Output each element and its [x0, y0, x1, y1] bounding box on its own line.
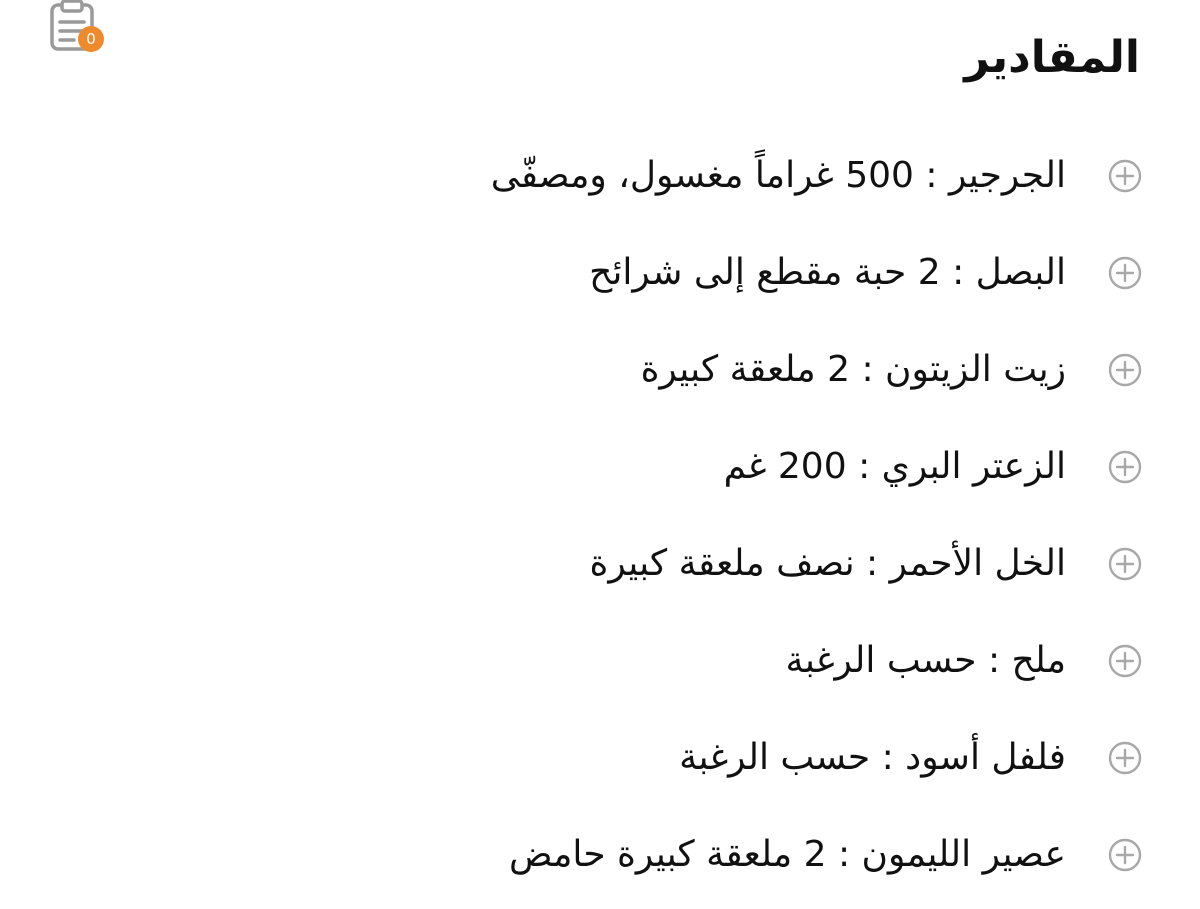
- ingredient-label: الخل الأحمر : نصف ملعقة كبيرة: [589, 543, 1066, 584]
- ingredient-item[interactable]: [0, 419, 1200, 516]
- ingredient-label: البصل : 2 حبة مقطع إلى شرائح: [589, 252, 1066, 293]
- ingredient-label: الجرجير : 500 غراماً مغسول، ومصفّى: [490, 155, 1066, 196]
- plus-circle-icon[interactable]: [1108, 547, 1142, 581]
- ingredient-label: عصير الليمون : 2 ملعقة كبيرة حامض: [509, 834, 1066, 875]
- plus-circle-icon[interactable]: [1108, 838, 1142, 872]
- ingredient-item[interactable]: [0, 710, 1200, 807]
- ingredient-item[interactable]: [0, 516, 1200, 613]
- ingredient-label: ملح : حسب الرغبة: [785, 640, 1066, 681]
- ingredient-label: فلفل أسود : حسب الرغبة: [679, 737, 1066, 778]
- ingredient-label: زيت الزيتون : 2 ملعقة كبيرة: [640, 349, 1066, 390]
- plus-circle-icon[interactable]: [1108, 256, 1142, 290]
- plus-circle-icon[interactable]: [1108, 159, 1142, 193]
- shopping-list-button[interactable]: [46, 0, 110, 56]
- ingredient-item[interactable]: [0, 128, 1200, 225]
- ingredient-label: الزعتر البري : 200 غم: [723, 446, 1066, 487]
- ingredient-item[interactable]: [0, 807, 1200, 904]
- ingredients-list: [0, 128, 1200, 904]
- plus-circle-icon[interactable]: [1108, 644, 1142, 678]
- ingredient-item[interactable]: [0, 322, 1200, 419]
- plus-circle-icon[interactable]: [1108, 741, 1142, 775]
- ingredient-item[interactable]: [0, 225, 1200, 322]
- ingredient-item[interactable]: [0, 613, 1200, 710]
- plus-circle-icon[interactable]: [1108, 353, 1142, 387]
- plus-circle-icon[interactable]: [1108, 450, 1142, 484]
- count-badge: 0: [78, 26, 104, 52]
- page-title: المقادير: [964, 32, 1140, 83]
